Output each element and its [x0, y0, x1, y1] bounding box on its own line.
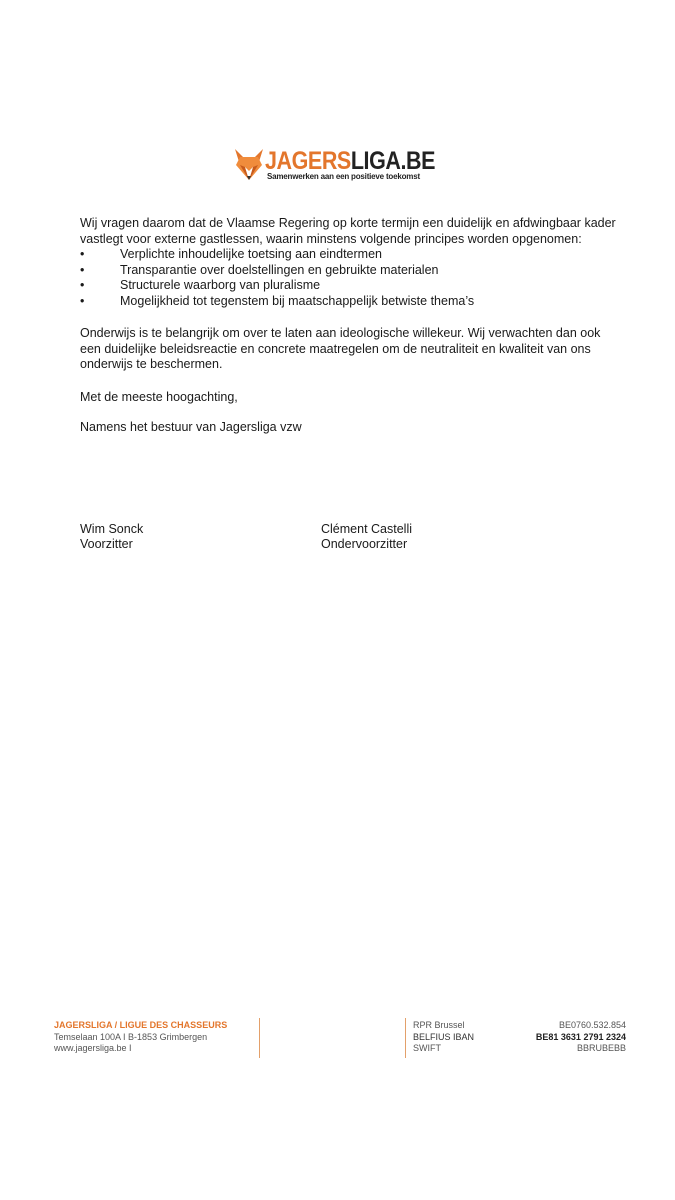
logo-wordmark-part2: LIGA.BE	[350, 147, 436, 175]
footer-label-iban: BELFIUS IBAN	[413, 1031, 475, 1042]
letterhead-footer	[0, 1018, 675, 1063]
footer-value-iban: BE81 3631 2791 2324	[535, 1031, 626, 1042]
footer-address: Temselaan 100A I B-1853 Grimbergen	[54, 1031, 208, 1042]
footer-label-rpr: RPR Brussel	[413, 1020, 465, 1030]
footer-divider	[405, 1018, 406, 1058]
on-behalf-line: Namens het bestuur van Jagersliga vzw	[80, 420, 302, 434]
bullet-symbol: •	[80, 262, 85, 277]
logo-tagline: Samenwerken aan een positieve toekomst	[267, 172, 420, 181]
body-paragraph: Onderwijs is te belangrijk om over te laten aan ideologische willekeur. Wij verwachten dan ook een duidelijke beleidsreactie en concrete maatregelen om de neutraliteit en kwaliteit van ons onderwijs te beschermen.	[80, 326, 601, 371]
footer-bank-values	[480, 1020, 626, 1055]
list-item-text: Verplichte inhoudelijke toetsing aan eindtermen	[120, 247, 382, 261]
list-item-text: Structurele waarborg van pluralisme	[120, 278, 321, 292]
footer-org-name: JAGERSLIGA / LIGUE DES CHASSEURS	[54, 1020, 228, 1030]
footer-divider	[259, 1018, 260, 1058]
signatory-name: Clément Castelli	[321, 522, 413, 536]
list-item	[80, 294, 620, 310]
fox-logo-icon	[234, 147, 264, 181]
signatory-name: Wim Sonck	[80, 522, 144, 536]
principles-list	[80, 247, 620, 309]
intro-paragraph: Wij vragen daarom dat de Vlaamse Regering op korte termijn een duidelijk en afdwingbaar kader vastlegt voor externe gastlessen, waarin minstens volgende principes worden opgenomen:	[80, 216, 616, 246]
list-item	[80, 247, 620, 263]
footer-value-rpr: BE0760.532.854	[558, 1020, 626, 1030]
signatory-role: Voorzitter	[80, 537, 133, 551]
list-item-text: Transparantie over doelstellingen en gebruikte materialen	[120, 262, 439, 277]
footer-label-swift: SWIFT	[413, 1043, 441, 1053]
list-item	[80, 263, 620, 279]
closing-line: Met de meeste hoogachting,	[80, 389, 238, 404]
logo-wordmark-part1: JAGERS	[265, 147, 351, 175]
bullet-symbol: •	[80, 278, 85, 292]
jagersliga-logo	[234, 146, 444, 188]
bullet-symbol: •	[80, 293, 85, 308]
list-item-text: Mogelijkheid tot tegenstem bij maatschappelijk betwiste thema’s	[120, 293, 475, 308]
list-item	[80, 278, 620, 294]
footer-value-swift: BBRUBEBB	[576, 1043, 626, 1053]
letter-body	[80, 216, 620, 436]
footer-bank-labels	[413, 1020, 474, 1055]
footer-organisation	[54, 1020, 227, 1055]
signatory-vice-chair	[321, 522, 412, 552]
bullet-symbol: •	[80, 247, 85, 261]
signatory-chair	[80, 522, 143, 552]
signatory-role: Ondervoorzitter	[321, 537, 408, 551]
footer-website: www.jagersliga.be I	[54, 1043, 132, 1053]
